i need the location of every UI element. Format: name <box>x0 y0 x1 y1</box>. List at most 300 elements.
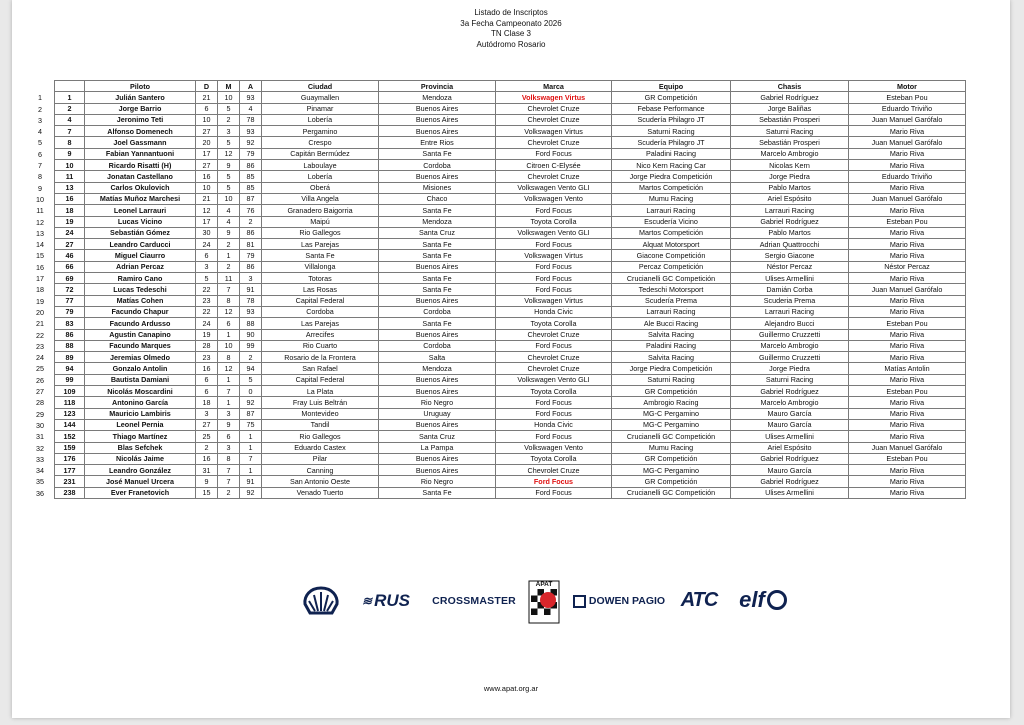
cell-motor: Juan Manuel Garófalo <box>849 442 966 453</box>
cell-m: 7 <box>218 476 240 487</box>
table-row <box>55 160 966 171</box>
cell-d: 23 <box>196 295 218 306</box>
cell-d: 16 <box>196 453 218 464</box>
cell-provincia: Buenos Aires <box>379 171 496 182</box>
cell-a: 85 <box>240 182 262 193</box>
cell-a: 75 <box>240 419 262 430</box>
cell-d: 28 <box>196 340 218 351</box>
cell-d: 21 <box>196 92 218 103</box>
cell-motor: Eduardo Triviño <box>849 103 966 114</box>
cell-ciudad: Las Parejas <box>262 318 379 329</box>
cell-a: 0 <box>240 386 262 397</box>
cell-provincia: Mendoza <box>379 92 496 103</box>
cell-chasis: Mauro García <box>731 419 849 430</box>
cell-marca: Chevrolet Cruze <box>496 137 612 148</box>
row-index: 10 <box>36 194 44 204</box>
table-row <box>55 476 966 487</box>
cell-provincia: Rio Negro <box>379 397 496 408</box>
cell-provincia: Salta <box>379 352 496 363</box>
cell-a: 78 <box>240 295 262 306</box>
cell-marca: Volkswagen Vento GLI <box>496 227 612 238</box>
cell-num: 86 <box>55 329 85 340</box>
cell-piloto: Lucas Tedeschi <box>85 284 196 295</box>
table-row <box>55 103 966 114</box>
cell-d: 6 <box>196 103 218 114</box>
cell-motor: Esteban Pou <box>849 318 966 329</box>
header-event: 3a Fecha Campeonato 2026 <box>460 18 562 28</box>
cell-provincia: Cordoba <box>379 160 496 171</box>
cell-chasis: Marcelo Ambrogio <box>731 397 849 408</box>
cell-a: 87 <box>240 408 262 419</box>
cell-marca: Ford Focus <box>496 397 612 408</box>
cell-piloto: José Manuel Urcera <box>85 476 196 487</box>
cell-motor: Mario Riva <box>849 239 966 250</box>
table-row <box>55 148 966 159</box>
cell-a: 1 <box>240 465 262 476</box>
cell-motor: Mario Riva <box>849 374 966 385</box>
cell-num: 77 <box>55 295 85 306</box>
table-row <box>55 193 966 204</box>
cell-equipo: Scudería Philagro JT <box>612 137 731 148</box>
cell-m: 8 <box>218 453 240 464</box>
cell-motor: Esteban Pou <box>849 386 966 397</box>
cell-ciudad: Pilar <box>262 453 379 464</box>
cell-d: 31 <box>196 465 218 476</box>
cell-a: 92 <box>240 397 262 408</box>
cell-num: 13 <box>55 182 85 193</box>
cell-num: 46 <box>55 250 85 261</box>
cell-motor: Mario Riva <box>849 306 966 317</box>
cell-m: 7 <box>218 284 240 295</box>
cell-equipo: Martos Competición <box>612 182 731 193</box>
cell-m: 6 <box>218 318 240 329</box>
cell-chasis: Ulises Armellini <box>731 273 849 284</box>
footer-url: www.apat.org.ar <box>483 684 539 693</box>
cell-provincia: Uruguay <box>379 408 496 419</box>
cell-marca: Chevrolet Cruze <box>496 114 612 125</box>
cell-num: 83 <box>55 318 85 329</box>
cell-num: 19 <box>55 216 85 227</box>
table-row <box>55 487 966 498</box>
cell-num: 18 <box>55 205 85 216</box>
cell-m: 2 <box>218 114 240 125</box>
table-row <box>55 182 966 193</box>
cell-a: 1 <box>240 442 262 453</box>
table-row <box>55 227 966 238</box>
cell-a: 79 <box>240 250 262 261</box>
row-index: 7 <box>38 161 42 171</box>
cell-num: 11 <box>55 171 85 182</box>
cell-piloto: Ricardo Risatti (H) <box>85 160 196 171</box>
cell-equipo: Febase Performance <box>612 103 731 114</box>
cell-motor: Mario Riva <box>849 160 966 171</box>
cell-equipo: Ambrogio Racing <box>612 397 731 408</box>
table-row <box>55 205 966 216</box>
cell-motor: Mario Riva <box>849 476 966 487</box>
table-row <box>55 295 966 306</box>
cell-m: 11 <box>218 273 240 284</box>
table-row <box>55 171 966 182</box>
cell-chasis: Guillermo Cruzzetti <box>731 352 849 363</box>
cell-provincia: Buenos Aires <box>379 103 496 114</box>
cell-m: 4 <box>218 216 240 227</box>
cell-chasis: Nicolas Kern <box>731 160 849 171</box>
row-index: 5 <box>38 138 42 148</box>
cell-chasis: Larrauri Racing <box>731 205 849 216</box>
cell-m: 5 <box>218 103 240 114</box>
cell-chasis: Sebastián Prosperi <box>731 137 849 148</box>
row-index: 20 <box>36 307 44 317</box>
header-cell-number <box>55 81 85 92</box>
cell-ciudad: Oberá <box>262 182 379 193</box>
cell-equipo: Crucianelli GC Competición <box>612 487 731 498</box>
cell-a: 88 <box>240 318 262 329</box>
header-cell-motor: Motor <box>849 81 966 92</box>
cell-num: 69 <box>55 273 85 284</box>
cell-num: 89 <box>55 352 85 363</box>
table-row <box>55 408 966 419</box>
row-index: 34 <box>36 466 44 476</box>
cell-a: 5 <box>240 374 262 385</box>
cell-ciudad: San Antonio Oeste <box>262 476 379 487</box>
cell-d: 6 <box>196 386 218 397</box>
table-row <box>55 340 966 351</box>
cell-d: 6 <box>196 374 218 385</box>
row-index: 6 <box>38 149 42 159</box>
cell-marca: Ford Focus <box>496 408 612 419</box>
cell-d: 16 <box>196 171 218 182</box>
table-row <box>55 216 966 227</box>
cell-num: 94 <box>55 363 85 374</box>
table-row <box>55 442 966 453</box>
cell-piloto: Jeremias Olmedo <box>85 352 196 363</box>
cell-ciudad: Rosario de la Frontera <box>262 352 379 363</box>
cell-d: 20 <box>196 137 218 148</box>
cell-d: 23 <box>196 352 218 363</box>
table-row <box>55 397 966 408</box>
cell-piloto: Facundo Ardusso <box>85 318 196 329</box>
cell-a: 92 <box>240 137 262 148</box>
cell-marca: Chevrolet Cruze <box>496 363 612 374</box>
cell-chasis: Ariel Espósito <box>731 193 849 204</box>
cell-ciudad: Lobería <box>262 171 379 182</box>
cell-ciudad: Totoras <box>262 273 379 284</box>
row-index: 18 <box>36 285 44 295</box>
cell-a: 99 <box>240 340 262 351</box>
cell-motor: Mario Riva <box>849 182 966 193</box>
cell-equipo: GR Competición <box>612 476 731 487</box>
cell-piloto: Ramiro Cano <box>85 273 196 284</box>
cell-provincia: Buenos Aires <box>379 295 496 306</box>
cell-piloto: Joel Gassmann <box>85 137 196 148</box>
shell-logo <box>302 586 340 616</box>
apat-logo: APAT <box>528 580 560 624</box>
header-cell-provincia: Provincia <box>379 81 496 92</box>
cell-provincia: Buenos Aires <box>379 114 496 125</box>
cell-chasis: Gabriel Rodríguez <box>731 92 849 103</box>
cell-m: 2 <box>218 261 240 272</box>
cell-piloto: Lucas Vicino <box>85 216 196 227</box>
cell-d: 18 <box>196 397 218 408</box>
row-index: 32 <box>36 443 44 453</box>
table-row <box>55 284 966 295</box>
cell-d: 9 <box>196 476 218 487</box>
cell-ciudad: Lobería <box>262 114 379 125</box>
cell-motor: Mario Riva <box>849 408 966 419</box>
cell-piloto: Bautista Damiani <box>85 374 196 385</box>
row-index: 23 <box>36 341 44 351</box>
cell-chasis: Sebastián Prosperi <box>731 114 849 125</box>
cell-equipo: MG-C Pergamino <box>612 408 731 419</box>
cell-num: 152 <box>55 431 85 442</box>
table-row <box>55 239 966 250</box>
cell-m: 9 <box>218 227 240 238</box>
cell-marca: Ford Focus <box>496 148 612 159</box>
cell-marca: Volkswagen Virtus <box>496 126 612 137</box>
cell-marca: Honda Civic <box>496 419 612 430</box>
cell-chasis: Gabriel Rodríguez <box>731 453 849 464</box>
row-index: 21 <box>36 319 44 329</box>
crossmaster-logo: CROSSMASTER <box>432 595 516 607</box>
header-cell-piloto: Piloto <box>85 81 196 92</box>
cell-marca: Ford Focus <box>496 284 612 295</box>
cell-motor: Mario Riva <box>849 329 966 340</box>
cell-ciudad: Rio Gallegos <box>262 431 379 442</box>
cell-chasis: Gabriel Rodríguez <box>731 216 849 227</box>
cell-a: 78 <box>240 114 262 125</box>
cell-a: 94 <box>240 363 262 374</box>
cell-ciudad: Rio Cuarto <box>262 340 379 351</box>
cell-marca: Chevrolet Cruze <box>496 329 612 340</box>
cell-piloto: Ever Franetovich <box>85 487 196 498</box>
cell-marca: Volkswagen Virtus <box>496 295 612 306</box>
cell-piloto: Nicolás Jaime <box>85 453 196 464</box>
cell-provincia: Cordoba <box>379 340 496 351</box>
cell-chasis: Jorge Piedra <box>731 363 849 374</box>
cell-marca: Ford Focus <box>496 340 612 351</box>
cell-equipo: Jorge Piedra Competición <box>612 171 731 182</box>
cell-a: 90 <box>240 329 262 340</box>
cell-piloto: Gonzalo Antolin <box>85 363 196 374</box>
cell-d: 24 <box>196 318 218 329</box>
rus-logo: ≋ RUS <box>362 591 410 610</box>
cell-chasis: Marcelo Ambrogio <box>731 148 849 159</box>
cell-piloto: Jorge Barrio <box>85 103 196 114</box>
cell-marca: Ford Focus <box>496 487 612 498</box>
cell-provincia: Buenos Aires <box>379 465 496 476</box>
header-title: Listado de Inscriptos <box>474 8 548 17</box>
cell-a: 86 <box>240 160 262 171</box>
cell-equipo: GR Competición <box>612 453 731 464</box>
cell-ciudad: La Plata <box>262 386 379 397</box>
cell-d: 22 <box>196 306 218 317</box>
cell-m: 3 <box>218 408 240 419</box>
cell-piloto: Facundo Marques <box>85 340 196 351</box>
cell-marca: Ford Focus <box>496 205 612 216</box>
cell-piloto: Carlos Okulovich <box>85 182 196 193</box>
row-index: 29 <box>36 409 44 419</box>
cell-ciudad: Venado Tuerto <box>262 487 379 498</box>
cell-motor: Juan Manuel Garófalo <box>849 193 966 204</box>
table-row <box>55 273 966 284</box>
cell-provincia: La Pampa <box>379 442 496 453</box>
cell-m: 7 <box>218 386 240 397</box>
cell-d: 5 <box>196 273 218 284</box>
cell-equipo: Larrauri Racing <box>612 205 731 216</box>
cell-ciudad: Capital Federal <box>262 374 379 385</box>
cell-provincia: Chaco <box>379 193 496 204</box>
cell-provincia: Misiones <box>379 182 496 193</box>
cell-num: 24 <box>55 227 85 238</box>
cell-d: 10 <box>196 182 218 193</box>
row-index: 22 <box>36 330 44 340</box>
cell-chasis: Marcelo Ambrogio <box>731 340 849 351</box>
row-index: 30 <box>36 420 44 430</box>
cell-m: 2 <box>218 239 240 250</box>
row-index: 26 <box>36 375 44 385</box>
cell-d: 25 <box>196 431 218 442</box>
row-index: 4 <box>38 127 42 137</box>
cell-chasis: Damián Corba <box>731 284 849 295</box>
cell-motor: Mario Riva <box>849 148 966 159</box>
table-row <box>55 329 966 340</box>
cell-motor: Mario Riva <box>849 352 966 363</box>
cell-ciudad: Villalonga <box>262 261 379 272</box>
row-index: 25 <box>36 364 44 374</box>
cell-m: 12 <box>218 306 240 317</box>
cell-a: 92 <box>240 487 262 498</box>
cell-provincia: Santa Fe <box>379 273 496 284</box>
cell-d: 24 <box>196 239 218 250</box>
cell-chasis: Ulises Armellini <box>731 487 849 498</box>
cell-m: 4 <box>218 205 240 216</box>
row-index: 8 <box>38 172 42 182</box>
cell-motor: Mario Riva <box>849 465 966 476</box>
cell-motor: Mario Riva <box>849 126 966 137</box>
cell-equipo: Alquat Motorsport <box>612 239 731 250</box>
cell-chasis: Jorge Piedra <box>731 171 849 182</box>
cell-provincia: Mendoza <box>379 363 496 374</box>
cell-ciudad: Canning <box>262 465 379 476</box>
cell-d: 19 <box>196 329 218 340</box>
cell-a: 86 <box>240 227 262 238</box>
cell-ciudad: Capitán Bermúdez <box>262 148 379 159</box>
cell-equipo: Saturni Racing <box>612 374 731 385</box>
cell-chasis: Saturni Racing <box>731 126 849 137</box>
cell-num: 123 <box>55 408 85 419</box>
cell-provincia: Buenos Aires <box>379 386 496 397</box>
table-row <box>55 352 966 363</box>
table-row <box>55 137 966 148</box>
cell-num: 79 <box>55 306 85 317</box>
cell-provincia: Santa Fe <box>379 318 496 329</box>
cell-marca: Volkswagen Virtus <box>496 250 612 261</box>
cell-ciudad: Laboulaye <box>262 160 379 171</box>
cell-marca: Volkswagen Vento GLI <box>496 182 612 193</box>
cell-a: 91 <box>240 476 262 487</box>
cell-piloto: Mauricio Lambiris <box>85 408 196 419</box>
cell-marca: Chevrolet Cruze <box>496 103 612 114</box>
cell-marca: Honda Civic <box>496 306 612 317</box>
row-index: 31 <box>36 432 44 442</box>
cell-marca: Ford Focus <box>496 431 612 442</box>
cell-provincia: Buenos Aires <box>379 453 496 464</box>
header-cell-marca: Marca <box>496 81 612 92</box>
cell-d: 3 <box>196 261 218 272</box>
cell-marca: Citroen C-Elysée <box>496 160 612 171</box>
cell-d: 2 <box>196 442 218 453</box>
cell-num: 7 <box>55 126 85 137</box>
row-index: 15 <box>36 251 44 261</box>
cell-m: 5 <box>218 137 240 148</box>
cell-num: 231 <box>55 476 85 487</box>
cell-motor: Mario Riva <box>849 340 966 351</box>
cell-m: 2 <box>218 487 240 498</box>
cell-chasis: Jorge Baliñas <box>731 103 849 114</box>
cell-piloto: Jeronimo Teti <box>85 114 196 125</box>
cell-piloto: Sebastián Gómez <box>85 227 196 238</box>
cell-marca: Toyota Corolla <box>496 453 612 464</box>
cell-ciudad: Cordoba <box>262 306 379 317</box>
cell-num: 238 <box>55 487 85 498</box>
row-index: 36 <box>36 488 44 498</box>
cell-marca: Ford Focus <box>496 239 612 250</box>
cell-provincia: Santa Fe <box>379 205 496 216</box>
cell-equipo: Paladini Racing <box>612 340 731 351</box>
header-cell-ciudad: Ciudad <box>262 81 379 92</box>
cell-d: 17 <box>196 216 218 227</box>
cell-m: 5 <box>218 171 240 182</box>
cell-equipo: Martos Competición <box>612 227 731 238</box>
cell-provincia: Buenos Aires <box>379 419 496 430</box>
cell-m: 10 <box>218 92 240 103</box>
cell-equipo: Salvita Racing <box>612 329 731 340</box>
row-index: 16 <box>36 262 44 272</box>
row-index: 14 <box>36 240 44 250</box>
cell-num: 66 <box>55 261 85 272</box>
cell-chasis: Pablo Martos <box>731 227 849 238</box>
cell-chasis: Sergio Giacone <box>731 250 849 261</box>
cell-a: 93 <box>240 126 262 137</box>
row-index: 35 <box>36 477 44 487</box>
cell-motor: Mario Riva <box>849 487 966 498</box>
cell-provincia: Cordoba <box>379 306 496 317</box>
cell-chasis: Mauro García <box>731 465 849 476</box>
cell-provincia: Buenos Aires <box>379 126 496 137</box>
cell-ciudad: Eduardo Castex <box>262 442 379 453</box>
cell-a: 79 <box>240 148 262 159</box>
cell-motor: Mario Riva <box>849 227 966 238</box>
table-row <box>55 431 966 442</box>
cell-marca: Chevrolet Cruze <box>496 352 612 363</box>
cell-m: 1 <box>218 397 240 408</box>
cell-equipo: Escudería Vicino <box>612 216 731 227</box>
cell-d: 27 <box>196 419 218 430</box>
cell-marca: Ford Focus <box>496 476 612 487</box>
cell-num: 9 <box>55 148 85 159</box>
cell-a: 3 <box>240 273 262 284</box>
header-class: TN Clase 3 <box>490 29 531 38</box>
cell-marca: Chevrolet Cruze <box>496 171 612 182</box>
cell-m: 1 <box>218 329 240 340</box>
table-row <box>55 386 966 397</box>
cell-piloto: Antonino García <box>85 397 196 408</box>
cell-piloto: Leonel Larrauri <box>85 205 196 216</box>
cell-ciudad: Granadero Baigorria <box>262 205 379 216</box>
cell-a: 91 <box>240 284 262 295</box>
cell-equipo: Paladini Racing <box>612 148 731 159</box>
cell-a: 7 <box>240 453 262 464</box>
